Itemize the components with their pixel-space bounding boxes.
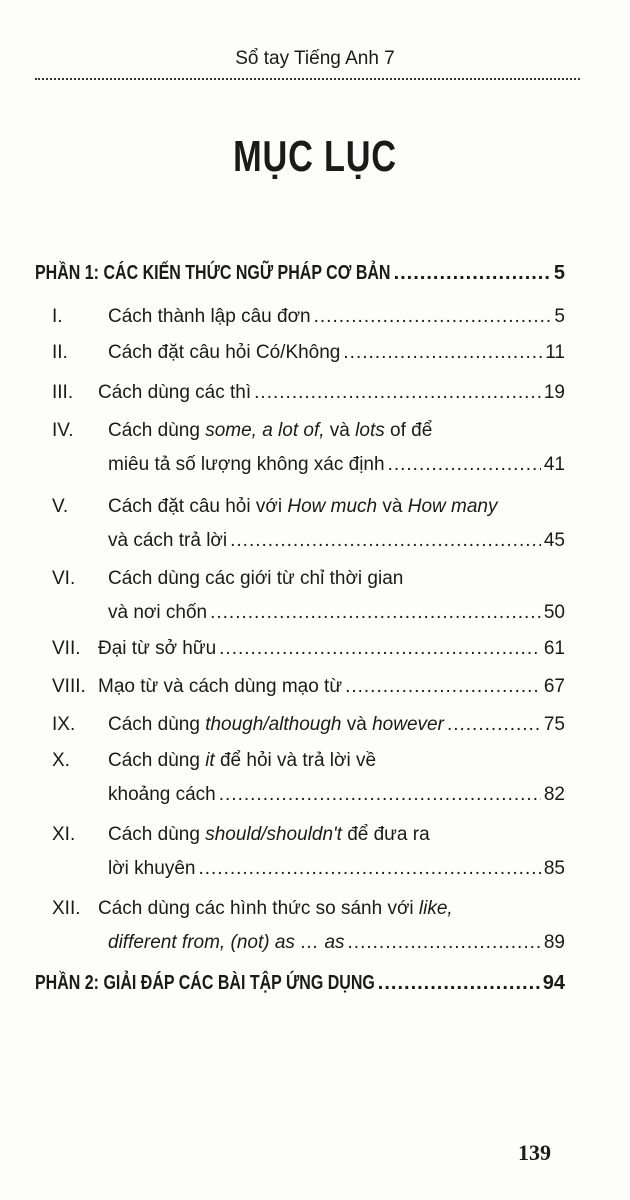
- entry-numeral: IV.: [52, 420, 74, 441]
- entry-text: Cách dùng: [108, 714, 206, 735]
- entry-text: however: [372, 714, 444, 735]
- dot-leader: [447, 714, 541, 736]
- entry-text: Cách đặt câu hỏi Có/Không: [108, 342, 341, 363]
- dot-leader: [198, 858, 540, 880]
- entry-page: 85: [543, 858, 565, 879]
- entry-text: Cách thành lập câu đơn: [108, 306, 311, 327]
- entry-numeral: V.: [52, 496, 69, 517]
- entry-page: 11: [545, 342, 565, 363]
- dot-leader: [210, 602, 541, 624]
- entry-line: [108, 454, 565, 488]
- entry-line: [108, 568, 565, 602]
- entry-page: 67: [543, 676, 565, 697]
- entry-numeral: VI.: [52, 568, 76, 589]
- entry-numeral: XI.: [52, 824, 76, 845]
- dot-leader: [378, 972, 540, 995]
- part-label: PHẦN 1: CÁC KIẾN THỨC NGỮ PHÁP CƠ BẢN: [35, 262, 391, 284]
- dot-leader: [219, 784, 541, 806]
- entry-text: Cách dùng: [108, 420, 206, 441]
- entry-text: Mạo từ và cách dùng mạo từ: [98, 676, 343, 697]
- dot-leader: [314, 306, 552, 328]
- toc-entry: [52, 898, 565, 966]
- toc-entry: [52, 824, 565, 892]
- entry-text: và cách trả lời: [108, 530, 228, 551]
- entry-text: để hỏi và trả lời về: [214, 750, 377, 771]
- entry-line: [108, 932, 565, 966]
- dot-leader: [394, 262, 551, 285]
- entry-text: though/although: [205, 714, 342, 735]
- toc-entry: [52, 342, 565, 376]
- entry-line: [108, 496, 565, 530]
- entry-text: like,: [418, 898, 453, 919]
- dot-leader: [388, 454, 541, 476]
- dot-leader: [343, 342, 542, 364]
- entry-line: [108, 602, 565, 636]
- entry-text: some, a lot of,: [205, 420, 325, 441]
- entry-page: 82: [543, 784, 565, 805]
- entry-text: lời khuyên: [108, 858, 196, 879]
- dot-leader: [230, 530, 541, 552]
- entry-numeral: III.: [52, 382, 74, 403]
- entry-text: khoảng cách: [108, 784, 216, 805]
- entry-text: How much: [287, 496, 378, 517]
- entry-text: Cách dùng: [108, 824, 206, 845]
- toc-entry: [52, 676, 565, 710]
- entry-text: different from, (not) as … as: [108, 932, 345, 953]
- entry-text: Cách đặt câu hỏi với: [108, 496, 288, 517]
- entry-text: Cách dùng các hình thức so sánh với: [98, 898, 419, 919]
- header-divider: [35, 78, 580, 80]
- entry-numeral: IX.: [52, 714, 76, 735]
- entry-numeral: VIII.: [52, 676, 86, 697]
- entry-text: should/shouldn't: [205, 824, 342, 845]
- entry-text: it: [205, 750, 215, 771]
- entry-numeral: I.: [52, 306, 63, 327]
- entry-text: Cách dùng các giới từ chỉ thời gian: [108, 568, 404, 589]
- page-number: 139: [518, 1140, 551, 1165]
- entry-line: [98, 382, 565, 416]
- toc-entry: [52, 382, 565, 416]
- entry-line: [98, 898, 565, 932]
- entry-line: [98, 638, 565, 672]
- entry-page: 75: [543, 714, 565, 735]
- toc-entry: [52, 496, 565, 564]
- entry-text: Cách dùng các thì: [98, 382, 252, 403]
- entry-text: Đại từ sở hữu: [98, 638, 217, 659]
- entry-text: Cách dùng: [108, 750, 206, 771]
- entry-text: How many: [407, 496, 498, 517]
- entry-line: [108, 784, 565, 818]
- running-header: Sổ tay Tiếng Anh 7: [235, 48, 395, 69]
- toc-entry: [52, 306, 565, 340]
- entry-page: 19: [543, 382, 565, 403]
- entry-line: [108, 420, 565, 454]
- dot-leader: [219, 638, 541, 660]
- toc-entry: [52, 714, 565, 748]
- entry-numeral: X.: [52, 750, 70, 771]
- entry-page: 45: [543, 530, 565, 551]
- entry-line: [98, 676, 565, 710]
- entry-line: [108, 714, 565, 748]
- dot-leader: [254, 382, 541, 404]
- entry-line: [108, 306, 565, 340]
- part-label: PHẦN 2: GIẢI ĐÁP CÁC BÀI TẬP ỨNG DỤNG: [35, 972, 375, 994]
- entry-page: 5: [554, 306, 565, 327]
- part-page: 5: [553, 262, 565, 284]
- entry-page: 61: [543, 638, 565, 659]
- entry-text: và: [341, 714, 373, 735]
- toc-part-2: [35, 972, 565, 995]
- entry-text: và: [377, 496, 408, 517]
- entry-page: 41: [543, 454, 565, 475]
- toc-entry: [52, 638, 565, 672]
- entry-numeral: II.: [52, 342, 68, 363]
- entry-page: 50: [543, 602, 565, 623]
- toc-part-1: [35, 262, 565, 285]
- entry-text: miêu tả số lượng không xác định: [108, 454, 385, 475]
- entry-page: 89: [543, 932, 565, 953]
- part-page: 94: [542, 972, 565, 994]
- entry-line: [108, 530, 565, 564]
- entry-numeral: XII.: [52, 898, 81, 919]
- page-title: MỤC LỤC: [233, 132, 397, 181]
- toc-entry: [52, 750, 565, 818]
- entry-line: [108, 858, 565, 892]
- dot-leader: [345, 676, 541, 698]
- entry-line: [108, 750, 565, 784]
- entry-text: để đưa ra: [341, 824, 430, 845]
- toc-entry: [52, 568, 565, 636]
- toc-entry: [52, 420, 565, 488]
- entry-text: và: [324, 420, 356, 441]
- entry-text: lots: [355, 420, 385, 441]
- entry-numeral: VII.: [52, 638, 81, 659]
- entry-line: [108, 824, 565, 858]
- entry-line: [108, 342, 565, 376]
- entry-text: of để: [384, 420, 433, 441]
- entry-text: và nơi chốn: [108, 602, 208, 623]
- dot-leader: [348, 932, 541, 954]
